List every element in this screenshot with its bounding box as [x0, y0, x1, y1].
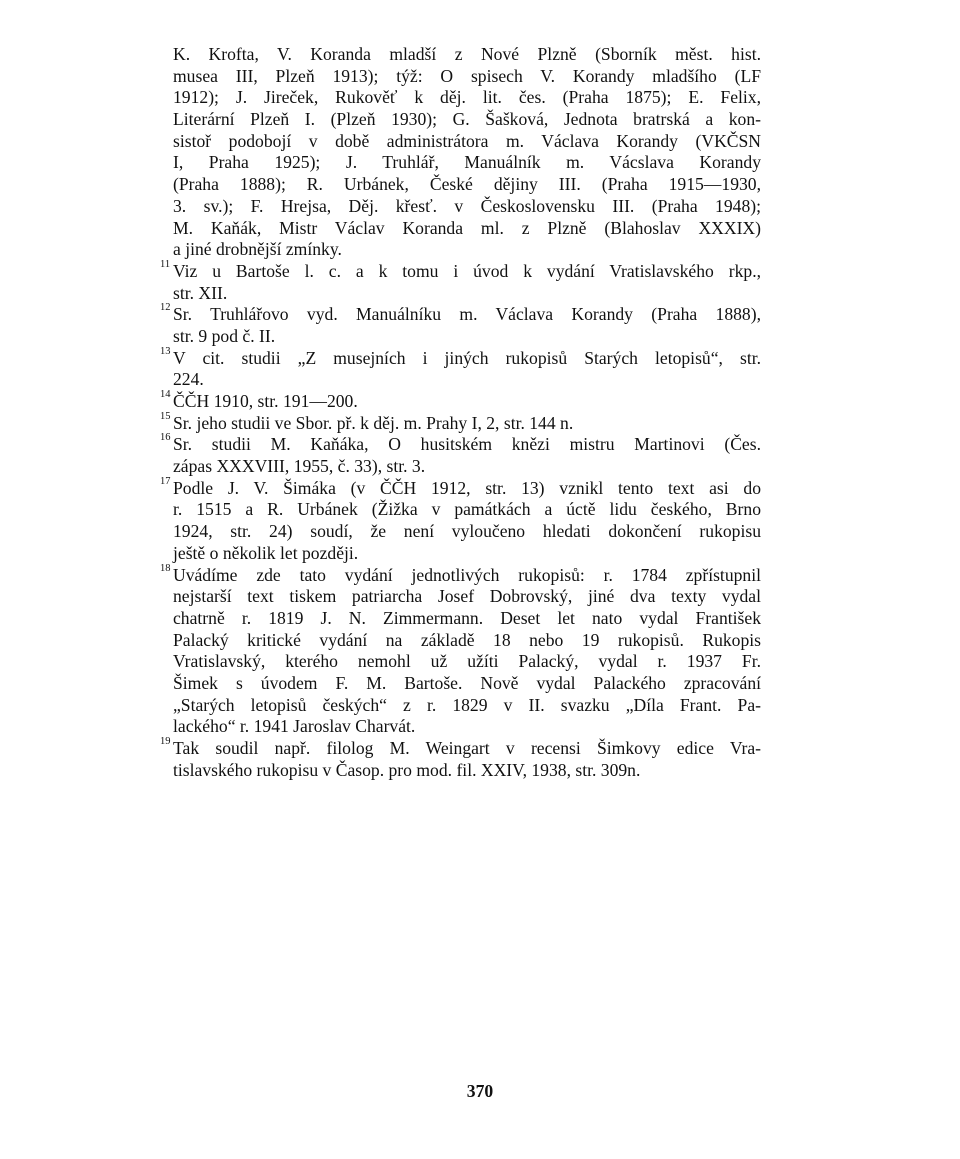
text-line: str. XII.: [173, 282, 228, 303]
text-line: Palacký kritické vydání na základě 18 nebo 19 rukopisů. Rukopis: [173, 629, 761, 650]
text-line: nejstarší text tiskem patriarcha Josef Dobrovský, jiné dva texty vydal: [173, 586, 761, 607]
footnote-text: Sr. Truhlářovo vyd. Manuálníku m. Václava Korandy (Praha 1888),: [173, 304, 761, 325]
footnote-19: [160, 736, 761, 781]
page-number: 370: [466, 1081, 494, 1101]
text-line: ještě o několik let později.: [173, 542, 359, 563]
footnote-text: Uvádíme zde tato vydání jednotlivých rukopisů: r. 1784 zpřístupnil: [173, 564, 761, 585]
footnote-12: [160, 302, 761, 347]
footnote-number: 17: [160, 475, 171, 487]
text-line: I, Praha 1925); J. Truhlář, Manuálník m. Vácslava Korandy: [173, 152, 761, 173]
footnote-text: Sr. jeho studii ve Sbor. př. k děj. m. Prahy I, 2, str. 144 n.: [173, 412, 574, 433]
footnote-number: 16: [160, 432, 171, 444]
footnote-18: [160, 562, 761, 739]
text-line: a jiné drobnější zmínky.: [173, 239, 342, 260]
footnote-text: Viz u Bartoše l. c. a k tomu i úvod k vydání Vratislavského rkp.,: [173, 260, 761, 281]
footnote-13: [160, 345, 761, 391]
text-line: K. Krofta, V. Koranda mladší z Nové Plzně (Sborník měst. hist.: [173, 44, 761, 64]
text-line: [160, 258, 761, 283]
footnote-number: 12: [160, 302, 171, 314]
footnote-number: 19: [160, 736, 171, 747]
footnote-text: ČČH 1910, str. 191—200.: [173, 391, 358, 411]
text-line: musea III, Plzeň 1913); týž: O spisech V. Korandy mladšího (LF: [173, 65, 761, 86]
text-line: 1924, str. 24) soudí, že není vyloučeno hledati dokončení rukopisu: [173, 521, 761, 542]
text-line: [160, 345, 761, 370]
text-line: [160, 302, 761, 326]
text-line: 1912); J. Jireček, Rukověť k děj. lit. čes. (Praha 1875); E. Felix,: [173, 87, 761, 108]
footnote-text: V cit. studii „Z musejních i jiných rukopisů Starých letopisů“, str.: [173, 347, 761, 368]
text-line: [160, 475, 761, 500]
text-line: „Starých letopisů českých“ z r. 1829 v II. svazku „Díla Frant. Pa-: [173, 694, 761, 715]
text-line: (Praha 1888); R. Urbánek, České dějiny III. (Praha 1915—1930,: [173, 174, 761, 195]
text-line: [160, 736, 761, 760]
footnote-text: Podle J. V. Šimáka (v ČČH 1912, str. 13) vznikl tento text asi do: [173, 477, 761, 498]
text-line: str. 9 pod č. II.: [173, 325, 276, 346]
footnote-number: 15: [160, 410, 171, 422]
footnote-number: 11: [160, 258, 171, 270]
intro-paragraph: [173, 44, 761, 261]
text-line: lackého“ r. 1941 Jaroslav Charvát.: [173, 716, 416, 737]
text-line: chatrně r. 1819 J. N. Zimmermann. Deset let nato vydal František: [173, 607, 761, 628]
footnote-text: Sr. studii M. Kaňáka, O husitském knězi mistru Martinovi (Čes.: [173, 434, 761, 455]
footnote-number: 13: [160, 345, 171, 357]
footnote-15: [160, 410, 761, 435]
text-line: Šimek s úvodem F. M. Bartoše. Nově vydal Palackého zpracování: [173, 672, 761, 693]
text-line: Literární Plzeň I. (Plzeň 1930); G. Šašková, Jednota bratrská a kon-: [173, 109, 761, 130]
text-line: 224.: [173, 369, 204, 390]
text-line: M. Kaňák, Mistr Václav Koranda ml. z Plzně (Blahoslav XXXIX): [173, 217, 761, 238]
footnote-number: 14: [160, 389, 171, 400]
text-line: [160, 410, 761, 435]
footnote-text: Tak soudil např. filolog M. Weingart v recensi Šimkovy edice Vra-: [173, 738, 761, 758]
text-line: Vratislavský, kterého nemohl už užíti Palacký, vydal r. 1937 Fr.: [173, 651, 761, 672]
text-line: tislavského rukopisu v Časop. pro mod. fil. XXIV, 1938, str. 309n.: [173, 759, 641, 780]
footnote-16: [160, 432, 761, 477]
footnotes-text-block: [160, 44, 761, 781]
text-line: sistoř podobojí v době administrátora m. Václava Korandy (VKČSN: [173, 130, 761, 151]
text-line: [160, 389, 761, 413]
text-line: [160, 562, 761, 587]
footnote-number: 18: [160, 562, 171, 574]
footnote-17: [160, 475, 761, 565]
text-line: zápas XXXVIII, 1955, č. 33), str. 3.: [173, 456, 426, 477]
footnote-14: [160, 389, 761, 413]
text-line: 3. sv.); F. Hrejsa, Děj. křesť. v Československu III. (Praha 1948);: [173, 195, 761, 216]
footnote-11: [160, 258, 761, 304]
text-line: r. 1515 a R. Urbánek (Žižka v památkách a úctě lidu českého, Brno: [173, 499, 761, 520]
text-line: [160, 432, 761, 456]
